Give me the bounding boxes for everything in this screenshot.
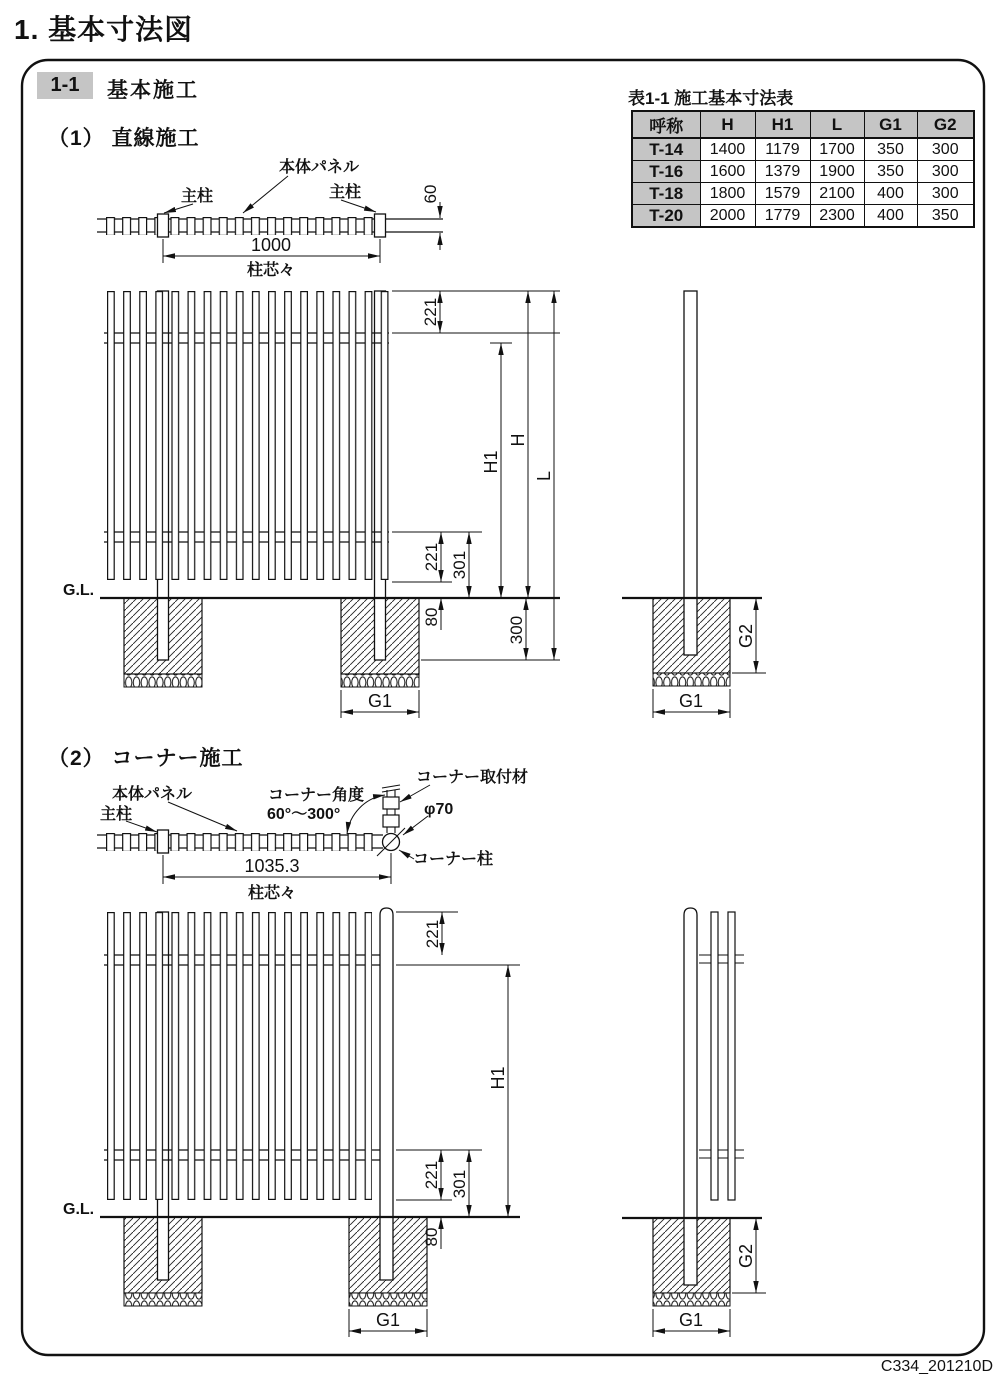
document-code: C334_201210D — [880, 1358, 993, 1375]
panel-label: 本体パネル — [279, 159, 360, 176]
panel-label: 本体パネル — [112, 786, 193, 803]
diameter-label: φ70 — [424, 801, 454, 818]
slats — [107, 912, 372, 1200]
cell: T-20 — [632, 205, 700, 228]
dim-g1: G1 — [367, 691, 393, 711]
dim-l: L — [534, 470, 554, 482]
cell: 1800 — [700, 183, 755, 205]
dim-g1: G1 — [375, 1310, 401, 1330]
post-right-label: 主柱 — [329, 184, 362, 201]
corner-post — [684, 908, 697, 1285]
panel-leader-arrow — [243, 176, 288, 213]
panel-leader-arrow — [168, 802, 237, 831]
cell: 1400 — [700, 138, 755, 161]
post-label: 主柱 — [100, 806, 133, 823]
plan-slats — [106, 833, 374, 851]
straight-front-view — [100, 291, 560, 718]
dim-301: 301 — [450, 550, 469, 580]
post-left-leader-arrow — [164, 204, 193, 213]
section-title: 基本施工 — [107, 79, 199, 102]
corner-heading: （2） コーナー施工 — [48, 747, 244, 770]
dim-h: H — [508, 433, 528, 447]
corner-bracket-label: コーナー取付材 — [416, 769, 529, 786]
dim-g1: G1 — [678, 1310, 704, 1330]
corner-side-view — [622, 908, 766, 1337]
corner-post-leader-arrow — [399, 850, 414, 859]
straight-side-view — [622, 291, 766, 718]
gravel-left — [124, 1293, 202, 1306]
cell: 350 — [917, 205, 974, 228]
gravel-right — [349, 1293, 427, 1306]
gravel — [653, 1293, 730, 1306]
dim-1035: 1035.3 — [244, 856, 300, 876]
dim-60: 60 — [421, 184, 440, 204]
cell: 1700 — [810, 138, 864, 161]
corner-post-label: コーナー柱 — [413, 851, 494, 868]
dim-h1: H1 — [488, 1066, 508, 1090]
corner-post — [380, 908, 393, 1280]
cell: 2000 — [700, 205, 755, 228]
break-mark — [382, 789, 400, 792]
cell: 2300 — [810, 205, 864, 228]
col-h1: H1 — [755, 111, 810, 138]
post-left-label: 主柱 — [181, 188, 214, 205]
post — [684, 291, 697, 655]
dim-221-top: 221 — [423, 919, 442, 949]
bracket-leader-arrow — [400, 785, 430, 802]
cell: T-14 — [632, 138, 700, 161]
col-name: 呼称 — [632, 111, 700, 138]
plan-post-right — [375, 214, 386, 237]
cell: 1900 — [810, 161, 864, 183]
cell: 1600 — [700, 161, 755, 183]
cell: 1579 — [755, 183, 810, 205]
post-right-leader-arrow — [341, 200, 376, 212]
cell: 2100 — [810, 183, 864, 205]
corner-post-axis-mark — [377, 828, 405, 856]
cell: 1179 — [755, 138, 810, 161]
dim-300: 300 — [507, 615, 526, 645]
dim-301: 301 — [450, 1169, 469, 1199]
span-note: 柱芯々 — [247, 885, 297, 902]
page-title: 1. 基本寸法図 — [14, 14, 194, 45]
plan-post-left — [158, 214, 169, 237]
dim-221-bottom: 221 — [422, 1160, 441, 1190]
dim-g2: G2 — [736, 623, 756, 649]
slat-edge — [711, 912, 718, 1200]
dim-221-top: 221 — [421, 297, 440, 327]
dim-80: 80 — [422, 1227, 441, 1247]
col-h: H — [700, 111, 755, 138]
cell: 400 — [864, 205, 917, 228]
corner-bracket — [383, 797, 399, 809]
cell: 350 — [864, 161, 917, 183]
slats — [107, 291, 389, 580]
span-note: 柱芯々 — [246, 262, 296, 279]
cell: 1779 — [755, 205, 810, 228]
cell: 350 — [864, 138, 917, 161]
gl-label: G.L. — [63, 1201, 95, 1218]
corner-angle-range: 60°～300° — [267, 806, 341, 823]
cell: 400 — [864, 183, 917, 205]
slat-edge — [728, 912, 735, 1200]
cell: T-16 — [632, 161, 700, 183]
cell: 1379 — [755, 161, 810, 183]
col-g1: G1 — [864, 111, 917, 138]
gravel — [653, 673, 730, 686]
plan-post-left — [158, 830, 169, 853]
break-mark — [382, 785, 400, 788]
dim-g1: G1 — [678, 691, 704, 711]
col-l: L — [810, 111, 864, 138]
corner-front-view — [100, 908, 520, 1337]
plan-slats — [106, 217, 374, 235]
section-number-badge: 1-1 — [37, 72, 93, 99]
cell: 300 — [917, 183, 974, 205]
dim-g2: G2 — [736, 1243, 756, 1269]
spec-table-title: 表1-1 施工基本寸法表 — [628, 89, 794, 108]
cell: 300 — [917, 161, 974, 183]
cell: 300 — [917, 138, 974, 161]
diameter-leader-arrow — [403, 816, 428, 835]
gravel-left — [124, 674, 202, 687]
cell: T-18 — [632, 183, 700, 205]
gravel-right — [341, 674, 419, 687]
gl-label: G.L. — [63, 582, 95, 599]
dim-1000: 1000 — [250, 235, 292, 255]
dim-80: 80 — [422, 607, 441, 627]
corner-bracket — [383, 815, 399, 827]
corner-angle-label: コーナー角度 — [268, 787, 365, 804]
dim-h1: H1 — [481, 450, 501, 474]
col-g2: G2 — [917, 111, 974, 138]
straight-heading: （1） 直線施工 — [48, 127, 200, 150]
dim-221-bottom: 221 — [422, 542, 441, 572]
